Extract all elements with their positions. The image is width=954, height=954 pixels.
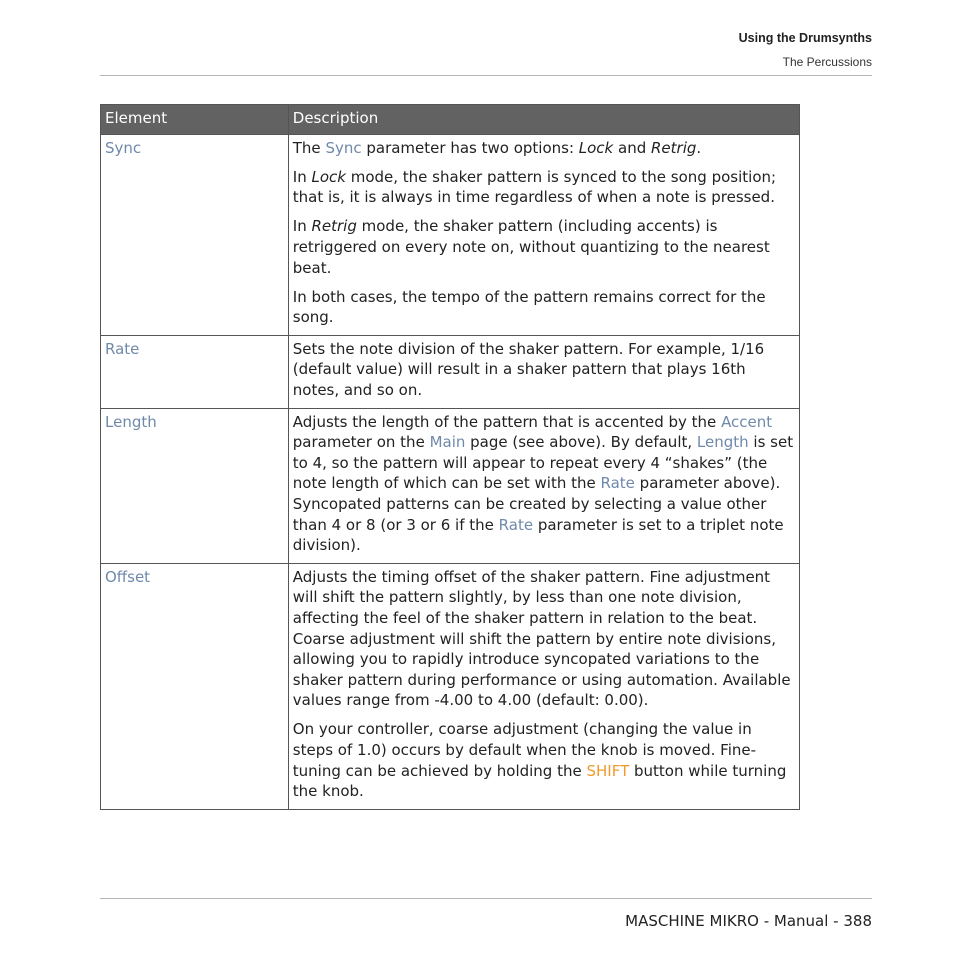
text-run: In both cases, the tempo of the pattern remains correct for the song. xyxy=(292,287,766,327)
table-header-row xyxy=(101,105,800,135)
text-run: and xyxy=(613,138,651,157)
mode-name: Lock xyxy=(311,167,346,186)
text-run: In xyxy=(292,167,312,186)
text-run: In xyxy=(292,217,312,236)
description-paragraph xyxy=(293,138,795,159)
element-description xyxy=(288,335,799,408)
button-reference: SHIFT xyxy=(586,761,630,780)
description-paragraph xyxy=(293,216,795,278)
mode-name: Retrig xyxy=(651,138,697,157)
parameter-table xyxy=(100,104,800,810)
parameter-reference: Rate xyxy=(498,515,534,534)
parameter-reference: Length xyxy=(696,433,749,452)
text-run: The xyxy=(292,138,326,157)
parameter-reference: Accent xyxy=(721,412,773,431)
parameter-reference: Rate xyxy=(600,474,635,493)
element-description xyxy=(288,563,799,809)
running-header-section: The Percussions xyxy=(782,55,872,69)
mode-name: Lock xyxy=(578,138,614,157)
running-header-chapter: Using the Drumsynths xyxy=(738,31,872,45)
column-header-element: Element xyxy=(101,105,289,135)
element-name: Offset xyxy=(101,563,289,809)
table-body xyxy=(101,134,800,809)
element-description xyxy=(288,408,799,563)
text-run: On your controller, coarse adjustment (changing the value in steps of 1.0) occurs by default when the knob is moved. Fine-tuning can be achieved by holding the xyxy=(292,720,757,780)
text-run: parameter above). Syncopated patterns can be created by selecting a value other than 4 or 8 (or 3 or 6 if the xyxy=(292,474,781,534)
description-paragraph xyxy=(293,167,795,208)
description-paragraph xyxy=(293,567,795,711)
footer-divider xyxy=(100,898,872,899)
page-footer: MASCHINE MIKRO - Manual - 388 xyxy=(625,912,872,930)
text-run: Adjusts the timing offset of the shaker pattern. Fine adjustment will shift the pattern slightly, by less than one note division, affecting the feel of the shaker pattern in relation to the beat. Coarse adjustment will shift the pattern by entire note divisions, allowing you to rapidly introduce syncopated variations to the shaker pattern during performance or using automation. Available values range from -4.00 to 4.00 (default: 0.00). xyxy=(292,567,791,710)
text-run: . xyxy=(696,138,702,157)
description-paragraph xyxy=(293,412,795,556)
element-name: Length xyxy=(101,408,289,563)
element-name: Sync xyxy=(101,134,289,335)
table-row xyxy=(101,335,800,408)
parameter-reference: Sync xyxy=(325,138,362,157)
table-row xyxy=(101,134,800,335)
text-run: Adjusts the length of the pattern that is accented by the xyxy=(292,412,722,431)
column-header-description: Description xyxy=(288,105,799,135)
text-run: parameter has two options: xyxy=(361,138,579,157)
element-description xyxy=(288,134,799,335)
text-run: mode, the shaker pattern (including accents) is retriggered on every note on, without quantizing to the nearest beat. xyxy=(292,217,770,277)
description-paragraph xyxy=(293,339,795,401)
description-paragraph xyxy=(293,719,795,801)
text-run: Sets the note division of the shaker pattern. For example, 1/16 (default value) will result in a shaker pattern that plays 16th notes, and so on. xyxy=(292,339,765,400)
header-divider xyxy=(100,75,872,76)
text-run: button while turning the knob. xyxy=(292,761,787,801)
mode-name: Retrig xyxy=(311,217,357,236)
description-paragraph xyxy=(293,287,795,328)
text-run: is set to 4, so the pattern will appear to repeat every 4 “shakes” (the note length of which can be set with the xyxy=(292,433,794,493)
text-run: parameter on the xyxy=(292,433,430,452)
text-run: parameter is set to a triplet note division). xyxy=(292,515,784,555)
table-row xyxy=(101,408,800,563)
parameter-reference: Main xyxy=(429,433,466,452)
text-run: page (see above). By default, xyxy=(465,433,697,452)
table-row xyxy=(101,563,800,809)
text-run: mode, the shaker pattern is synced to the song position; that is, it is always in time regardless of when a note is pressed. xyxy=(292,167,777,207)
element-name: Rate xyxy=(101,335,289,408)
